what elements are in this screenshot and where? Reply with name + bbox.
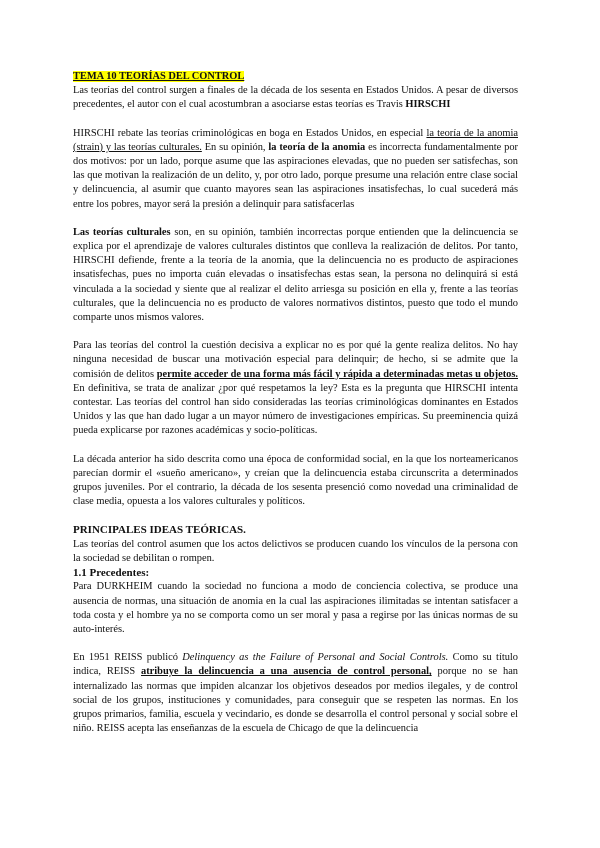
- heading-principales: PRINCIPALES IDEAS TEÓRICAS.: [73, 524, 246, 537]
- hirschi-bold: HIRSCHI: [405, 99, 451, 111]
- paragraph-5: [73, 453, 518, 510]
- paragraph-1: [73, 84, 518, 112]
- paragraph-4: [73, 339, 518, 438]
- paragraph-2-underline: la teoría de la anomia (strain) y las teorías culturales.: [73, 127, 518, 153]
- paragraph-2-text-b: En su opinión,: [201, 141, 269, 153]
- paragraph-4-text-a: Para las teorías del control la cuestión decisiva a explicar no es por qué la gente realiza delitos. No hay ninguna necesidad de buscar una motivación especial para delinquir; de hecho, si se admite que la comisión de delitos: [73, 340, 518, 380]
- paragraph-3-text: son, en su opinión, también incorrectas porque entienden que la delincuencia se explica por el aprendizaje de valores culturales distintos que conlleva la realización de delitos. Por tanto, HIRSCHI defiende, frente a la teoría de la anomia, que la delincuencia no es producto de aspiraciones insatisfechas, pues no importa cuán elevadas o insatisfechas estas sean, la persona no delinquirá si está vinculada a la sociedad y siente que al realizar el delito arriesga su posición en ella y, frente a las teorías culturales, que la delincuencia no es producto de valores normativos distintos, puesto que todo el mundo comparte unos mismos valores.: [73, 226, 518, 324]
- paragraph-5-text: La década anterior ha sido descrita como una época de conformidad social, en la que los norteamericanos parecían dormir el «sueño americano», y creían que la delincuencia estaba circunscrita a determinados grupos juveniles. Por el contrario, la década de los sesenta presenció como novedad una criminalidad de clase media, opuesta a los valores culturales y políticos.: [73, 453, 518, 508]
- paragraph-1-text: Las teorías del control surgen a finales de la década de los sesenta en Estados Unidos. A pesar de diversos precedentes, el autor con el cual acostumbran a asociarse estas teorías es Travis: [73, 85, 518, 111]
- paragraph-8-text-b: Como su título indica, REISS: [73, 652, 518, 678]
- paragraph-2: [73, 127, 518, 212]
- paragraph-8-italic-title: Delinquency as the Failure of Personal and Social Controls.: [182, 652, 449, 664]
- paragraph-intro: [73, 70, 518, 84]
- paragraph-7: Para DURKHEIM cuando la sociedad no funciona a modo de conciencia colectiva, se produce una ausencia de normas, una situación de anomia en la cual las aspiraciones ilimitadas se intentan satisfacer a toda costa y el hombre ya no se comporta como un ser moral y pasa a regirse por las únicas normas de su auto-interés.: [73, 581, 518, 635]
- document-page: [73, 70, 518, 736]
- paragraph-6: Las teorías del control asumen que los actos delictivos se producen cuando los vínculos de la persona con la sociedad se debilitan o rompen.: [73, 538, 518, 564]
- paragraph-3-bold: Las teorías culturales: [73, 226, 171, 238]
- document-title: TEMA 10 TEORÍAS DEL CONTROL: [73, 71, 245, 82]
- paragraph-2-text-a: HIRSCHI rebate las teorías criminológicas en boga en Estados Unidos, en especial: [73, 127, 427, 139]
- paragraph-2-text-c: es incorrecta fundamentalmente por dos motivos: por un lado, porque asume que las aspiraciones elevadas, que no pueden ser satisfechas, son las que motivan la realización de un delito, y, por otro lado, porque presume una relación entre clase social y delincuencia, al asumir que cuanto mayores sean las aspiraciones insatisfechas, lo cual sucederá más entre los pobres, mayor será la presión a delinquir para satisfacerlas: [73, 141, 518, 210]
- paragraph-2-bold: la teoría de la anomia: [268, 141, 366, 153]
- paragraph-3: [73, 226, 518, 325]
- paragraph-8-text-c: porque no se han internalizado las normas que impiden alcanzar los objetivos deseados por medios ilegales, y de control social de los grupos, instituciones y comunidades, para conseguir que se respeten las normas. En los grupos primarios, familia, escuela y vecindario, es donde se desarrolla el control personal y social sobre el niño. REISS acepta las enseñanzas de la escuela de Chicago de que la delincuencia: [73, 666, 518, 735]
- paragraph-8: [73, 651, 518, 736]
- paragraph-4-text-b: En definitiva, se trata de analizar ¿por qué respetamos la ley? Esta es la pregunta que HIRSCHI intenta contestar. Las teorías del control han sido consideradas las teorías criminológicas dominantes en Estados Unidos y las que han dado lugar a un mayor número de investigaciones empíricas. Su preeminencia quizá pueda explicarse por razones académicas y socio-políticas.: [73, 382, 518, 437]
- paragraph-8-text-a: En 1951 REISS publicó: [73, 652, 183, 664]
- heading-precedentes: 1.1 Precedentes:: [73, 567, 150, 580]
- paragraph-4-bold-underline: permite acceder de una forma más fácil y rápida a determinadas metas u objetos.: [156, 368, 519, 380]
- paragraph-8-bold-underline: atribuye la delincuencia a una ausencia de control personal,: [141, 666, 432, 678]
